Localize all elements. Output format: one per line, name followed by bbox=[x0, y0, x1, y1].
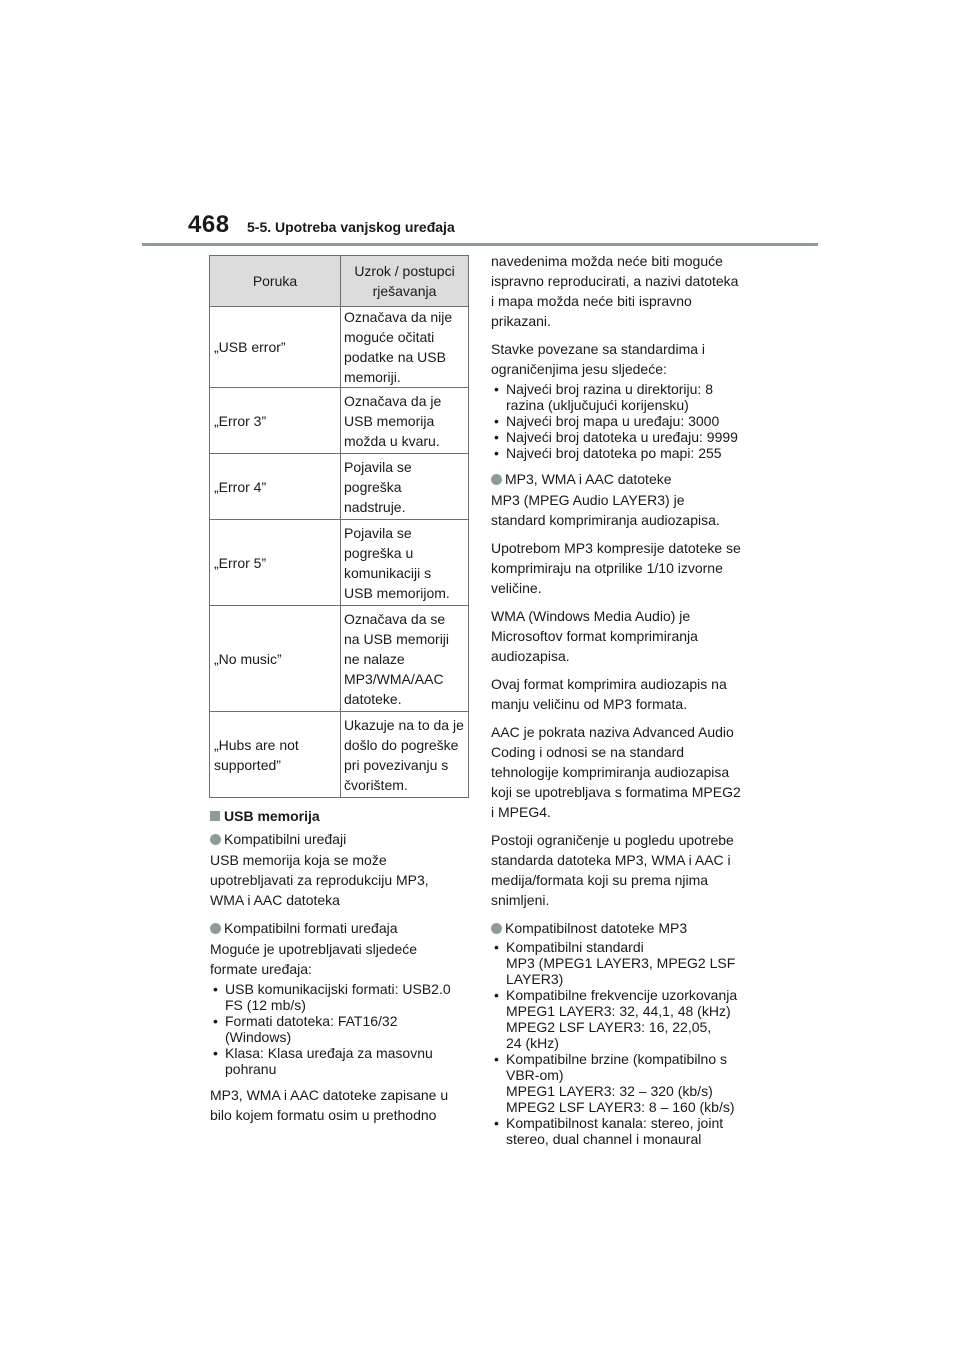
text-line: i MPEG4. bbox=[491, 804, 551, 820]
table-row bbox=[210, 520, 469, 606]
subheading-text: MP3, WMA i AAC datoteke bbox=[505, 471, 672, 487]
text-line: AAC je pokrata naziva Advanced Audio bbox=[491, 724, 734, 740]
square-bullet-icon bbox=[210, 811, 220, 821]
text-line: ispravno reproducirati, a nazivi datoteka bbox=[491, 273, 739, 289]
text-line: Upotrebom MP3 kompresije datoteke se bbox=[491, 540, 741, 556]
list-item: • USB komunikacijski formati: USB2.0 FS (12 mb/s) bbox=[210, 981, 472, 1013]
cause-line: ne nalaze bbox=[344, 650, 405, 667]
section-title: 5-5. Upotreba vanjskog uređaja bbox=[247, 219, 455, 235]
paragraph bbox=[491, 251, 761, 331]
text-line: Kompatibilni standardi bbox=[506, 939, 644, 955]
text-line: prikazani. bbox=[491, 313, 551, 329]
text-line: stereo, dual channel i monaural bbox=[506, 1131, 702, 1147]
round-bullet-icon bbox=[491, 923, 502, 934]
text-line: upotrebljavati za reprodukciju MP3, bbox=[210, 872, 429, 888]
cause-line: komunikaciji s bbox=[344, 564, 432, 581]
text-line: tehnologije komprimiranja audiozapisa bbox=[491, 764, 730, 780]
cause-line: možda u kvaru. bbox=[344, 432, 440, 449]
cause-line: Pojavila se bbox=[344, 458, 412, 475]
round-bullet-icon bbox=[210, 834, 221, 845]
cause-line: memoriji. bbox=[344, 369, 401, 385]
list-item: • Najveći broj datoteka po mapi: 255 bbox=[491, 445, 761, 461]
cause-line: na USB memoriji bbox=[344, 630, 450, 647]
cause-line: pri povezivanju s bbox=[344, 756, 449, 773]
cause-line: podatke na USB bbox=[344, 349, 446, 365]
text-line: MPEG1 LAYER3: 32 – 320 (kb/s) bbox=[506, 1083, 713, 1099]
text-line: veličine. bbox=[491, 580, 542, 596]
text-line: Najveći broj datoteka u uređaju: 9999 bbox=[506, 429, 738, 445]
text-line: USB memorija koja se može bbox=[210, 852, 387, 868]
paragraph bbox=[491, 722, 761, 822]
list-item: • Najveći broj datoteka u uređaju: 9999 bbox=[491, 429, 761, 445]
heading-text: USB memorija bbox=[224, 808, 320, 824]
message-cell bbox=[210, 712, 341, 798]
paragraph bbox=[491, 538, 761, 598]
paragraph bbox=[491, 339, 761, 379]
text-line: navedenima možda neće biti moguće bbox=[491, 253, 723, 269]
table-row bbox=[210, 606, 469, 712]
list-item: • Kompatibilni standardi MP3 (MPEG1 LAYER3, MPEG2 LSF LAYER3) bbox=[491, 939, 761, 987]
cause-line: USB memorijom. bbox=[344, 584, 450, 601]
cause-line: Ukazuje na to da je bbox=[344, 716, 464, 733]
message-cell: „Error 3” bbox=[210, 388, 341, 454]
cause-line: nadstruje. bbox=[344, 498, 406, 515]
table-row bbox=[210, 388, 469, 454]
round-bullet-icon bbox=[491, 474, 502, 485]
text-line: VBR-om) bbox=[506, 1067, 564, 1083]
subheading-text: Kompatibilni uređaji bbox=[224, 831, 347, 847]
text-line: MPEG1 LAYER3: 32, 44,1, 48 (kHz) bbox=[506, 1003, 731, 1019]
column-header-cause: Uzrok / postupci rješavanja bbox=[341, 256, 469, 307]
text-line: Kompatibilne brzine (kompatibilno s bbox=[506, 1051, 727, 1067]
paragraph bbox=[210, 939, 472, 979]
header-divider bbox=[142, 243, 818, 246]
limits-bullet-list bbox=[491, 381, 761, 461]
round-bullet-icon bbox=[210, 923, 221, 934]
cause-line: došlo do pogreške bbox=[344, 736, 459, 753]
right-column-text bbox=[491, 251, 761, 1155]
text-line: Kompatibilnost kanala: stereo, joint bbox=[506, 1115, 724, 1131]
text-line: MPEG2 LSF LAYER3: 16, 22,05, bbox=[506, 1019, 712, 1035]
text-line: Najveći broj razina u direktoriju: 8 bbox=[506, 381, 713, 397]
text-line: Ovaj format komprimira audiozapis na bbox=[491, 676, 727, 692]
subheading-text: Kompatibilni formati uređaja bbox=[224, 920, 398, 936]
paragraph bbox=[491, 830, 761, 910]
cause-line: Pojavila se bbox=[344, 524, 412, 541]
text-line: MP3, WMA i AAC datoteke zapisane u bbox=[210, 1087, 449, 1103]
text-line: WMA (Windows Media Audio) je bbox=[491, 608, 691, 624]
text-line: WMA i AAC datoteka bbox=[210, 892, 340, 908]
table-header-row bbox=[210, 256, 469, 307]
text-line: standard komprimiranja audiozapisa. bbox=[491, 512, 720, 528]
message-cell: „Error 5” bbox=[210, 520, 341, 606]
text-line: i mapa možda neće biti ispravno bbox=[491, 293, 692, 309]
text-line: razina (uključujući korijensku) bbox=[506, 397, 689, 413]
text-line: USB komunikacijski formati: USB2.0 bbox=[225, 981, 451, 997]
table-row bbox=[210, 712, 469, 798]
list-item: • Formati datoteka: FAT16/32 (Windows) bbox=[210, 1013, 472, 1045]
text-line: (Windows) bbox=[225, 1029, 292, 1045]
message-cell: „No music” bbox=[210, 606, 341, 712]
cause-cell bbox=[341, 712, 469, 798]
list-item: • Kompatibilne brzine (kompatibilno s VBR-om) MPEG1 LAYER3: 32 – 320 (kb/s) MPEG2 LSF LAYER3: 8 – 160 (kb/s) bbox=[491, 1051, 761, 1115]
cause-line: moguće očitati bbox=[344, 329, 435, 345]
table-row bbox=[210, 454, 469, 520]
table-row bbox=[210, 307, 469, 388]
text-line: Stavke povezane sa standardima i bbox=[491, 341, 706, 357]
cause-line: Označava da se bbox=[344, 610, 446, 627]
cause-cell bbox=[341, 388, 469, 454]
message-cell: „USB error” bbox=[210, 307, 341, 388]
text-line: Kompatibilne frekvencije uzorkovanja bbox=[506, 987, 738, 1003]
message-line: supported” bbox=[214, 756, 281, 773]
message-line: „Hubs are not bbox=[214, 736, 299, 753]
paragraph bbox=[210, 1085, 472, 1125]
text-line: MPEG2 LSF LAYER3: 8 – 160 (kb/s) bbox=[506, 1099, 735, 1115]
text-line: LAYER3) bbox=[506, 971, 564, 987]
subheading-text: Kompatibilnost datoteke MP3 bbox=[505, 920, 688, 936]
format-bullet-list bbox=[210, 981, 472, 1077]
subheading-compatible-devices bbox=[210, 829, 472, 849]
message-cell: „Error 4” bbox=[210, 454, 341, 520]
text-line: komprimiraju na otprilike 1/10 izvorne bbox=[491, 560, 723, 576]
left-column-text bbox=[210, 806, 472, 1133]
text-line: Coding i odnosi se na standard bbox=[491, 744, 685, 760]
cause-cell bbox=[341, 307, 469, 388]
list-item: • Kompatibilne frekvencije uzorkovanja MPEG1 LAYER3: 32, 44,1, 48 (kHz) MPEG2 LSF LAYER3: 16, 22,05, 24 (kHz) bbox=[491, 987, 761, 1051]
text-line: Postoji ograničenje u pogledu upotrebe bbox=[491, 832, 734, 848]
text-line: bilo kojem formatu osim u prethodno bbox=[210, 1107, 437, 1123]
subheading-device-formats bbox=[210, 918, 472, 938]
usb-memory-heading bbox=[210, 806, 472, 826]
column-header-message: Poruka bbox=[210, 256, 341, 307]
paragraph bbox=[210, 850, 472, 910]
text-line: pohranu bbox=[225, 1061, 277, 1077]
text-line: koji se upotrebljava s formatima MPEG2 bbox=[491, 784, 741, 800]
text-line: formate uređaja: bbox=[210, 961, 312, 977]
list-item: • Klasa: Klasa uređaja za masovnu pohranu bbox=[210, 1045, 472, 1077]
text-line: Najveći broj mapa u uređaju: 3000 bbox=[506, 413, 720, 429]
cause-cell bbox=[341, 606, 469, 712]
cause-line: čvorištem. bbox=[344, 776, 408, 793]
list-item: • Najveći broj razina u direktoriju: 8 razina (uključujući korijensku) bbox=[491, 381, 761, 413]
cause-line: pogreška u bbox=[344, 544, 414, 561]
text-line: FS (12 mb/s) bbox=[225, 997, 306, 1013]
text-line: Microsoftov format komprimiranja bbox=[491, 628, 698, 644]
error-message-table bbox=[209, 255, 469, 798]
text-line: MP3 (MPEG1 LAYER3, MPEG2 LSF bbox=[506, 955, 736, 971]
page-number: 468 bbox=[188, 211, 230, 238]
cause-cell bbox=[341, 520, 469, 606]
text-line: manju veličinu od MP3 formata. bbox=[491, 696, 688, 712]
subheading-audio-files bbox=[491, 469, 761, 489]
list-item: • Najveći broj mapa u uređaju: 3000 bbox=[491, 413, 761, 429]
paragraph bbox=[491, 674, 761, 714]
text-line: standarda datoteka MP3, WMA i AAC i bbox=[491, 852, 731, 868]
cause-line: USB memorija bbox=[344, 412, 435, 429]
text-line: Formati datoteka: FAT16/32 bbox=[225, 1013, 398, 1029]
text-line: snimljeni. bbox=[491, 892, 550, 908]
text-line: medija/formata koji su prema njima bbox=[491, 872, 709, 888]
text-line: Moguće je upotrebljavati sljedeće bbox=[210, 941, 418, 957]
cause-line: MP3/WMA/AAC bbox=[344, 670, 444, 687]
text-line: MP3 (MPEG Audio LAYER3) je bbox=[491, 492, 685, 508]
cause-line: datoteke. bbox=[344, 690, 402, 707]
mp3-compat-bullet-list bbox=[491, 939, 761, 1147]
list-item: • Kompatibilnost kanala: stereo, joint stereo, dual channel i monaural bbox=[491, 1115, 761, 1147]
cause-line: pogreška bbox=[344, 478, 402, 495]
cause-line: Označava da nije bbox=[344, 309, 453, 325]
cause-cell bbox=[341, 454, 469, 520]
subheading-mp3-compat bbox=[491, 918, 761, 938]
text-line: Klasa: Klasa uređaja za masovnu bbox=[225, 1045, 433, 1061]
text-line: Najveći broj datoteka po mapi: 255 bbox=[506, 445, 722, 461]
paragraph bbox=[491, 606, 761, 666]
cause-line: Označava da je bbox=[344, 392, 442, 409]
text-line: 24 (kHz) bbox=[506, 1035, 559, 1051]
text-line: audiozapisa. bbox=[491, 648, 570, 664]
text-line: ograničenjima jesu sljedeće: bbox=[491, 361, 667, 377]
paragraph bbox=[491, 490, 761, 530]
